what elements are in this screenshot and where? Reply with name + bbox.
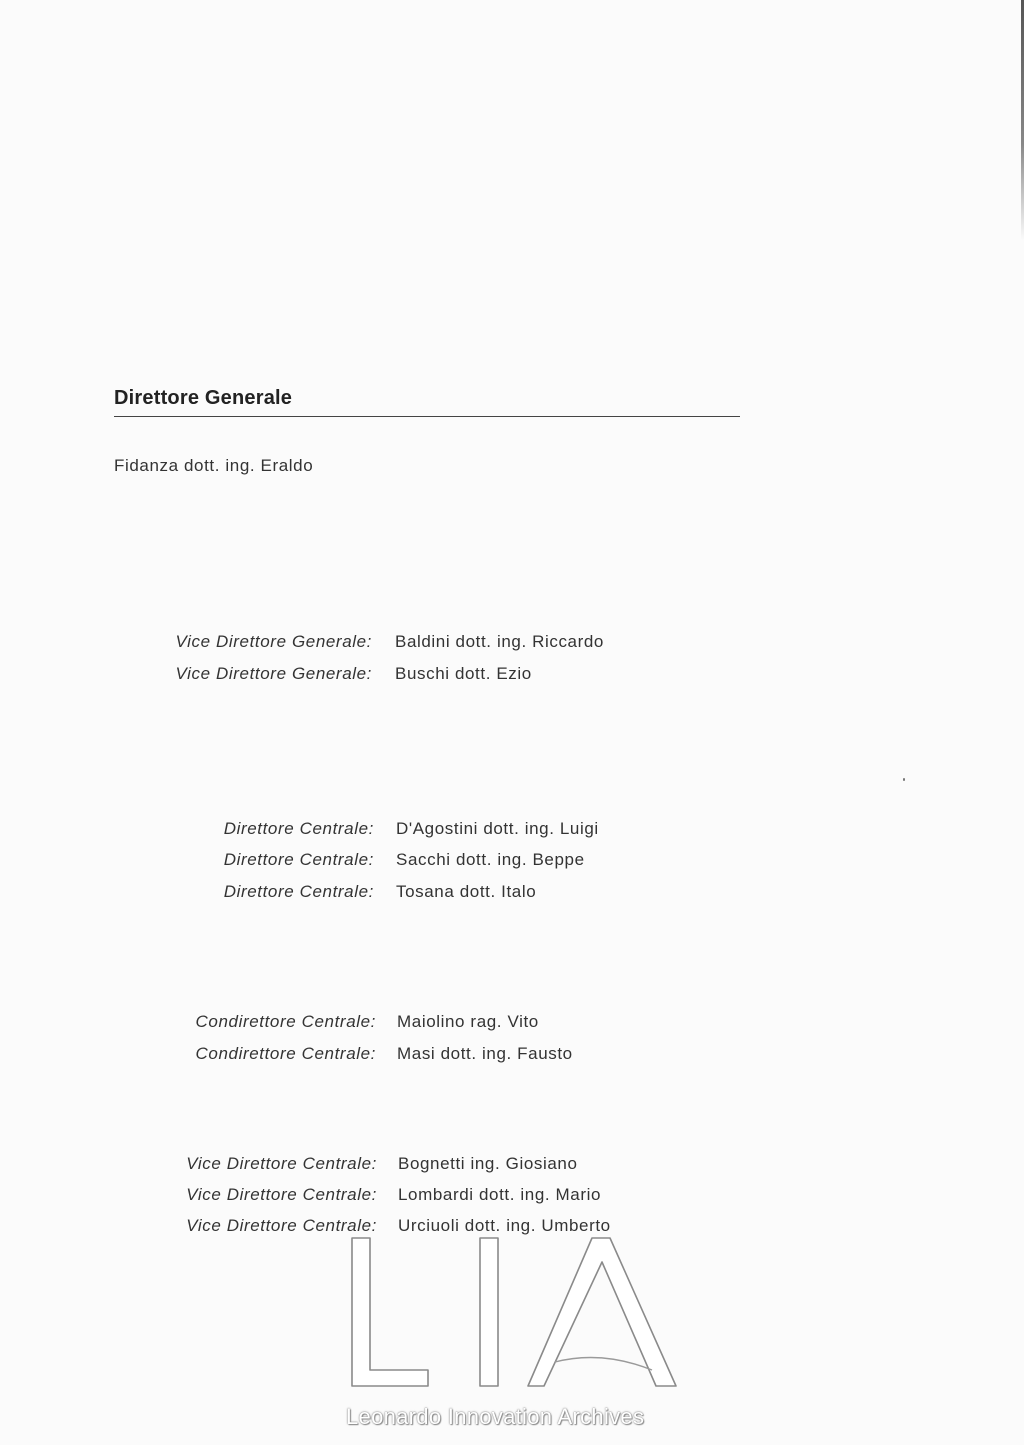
- person-name: Buschi dott. Ezio: [395, 664, 532, 683]
- personnel-row: [0, 1154, 1024, 1178]
- person-name: Urciuoli dott. ing. Umberto: [398, 1216, 611, 1235]
- general-manager-name: Fidanza dott. ing. Eraldo: [114, 456, 314, 475]
- personnel-row: [0, 632, 1024, 656]
- role-label: Condirettore Centrale:: [195, 1012, 376, 1031]
- person-name: Maiolino rag. Vito: [397, 1012, 539, 1031]
- role-label: Direttore Centrale:: [223, 819, 374, 838]
- personnel-row: [0, 850, 1024, 874]
- person-name: Bognetti ing. Giosiano: [398, 1154, 578, 1173]
- role-label: Vice Direttore Centrale:: [186, 1154, 377, 1173]
- person-name: Sacchi dott. ing. Beppe: [396, 850, 585, 869]
- paper-speck: [903, 778, 905, 781]
- personnel-row: [0, 1185, 1024, 1209]
- person-name: Baldini dott. ing. Riccardo: [395, 632, 604, 651]
- role-label: Condirettore Centrale:: [195, 1044, 376, 1063]
- person-name: Lombardi dott. ing. Mario: [398, 1185, 602, 1204]
- person-name: Masi dott. ing. Fausto: [397, 1044, 573, 1063]
- role-label: Vice Direttore Generale:: [175, 632, 372, 651]
- watermark-caption: Leonardo Innovation Archives: [346, 1404, 645, 1429]
- section-title: Direttore Generale: [114, 387, 293, 409]
- role-label: Vice Direttore Centrale:: [186, 1185, 377, 1204]
- role-label: Vice Direttore Generale:: [175, 664, 372, 683]
- title-rule: [114, 416, 740, 417]
- personnel-row: [0, 664, 1024, 688]
- personnel-row: [0, 1044, 1024, 1068]
- lia-watermark-logo: [340, 1232, 680, 1432]
- person-name: D'Agostini dott. ing. Luigi: [396, 819, 599, 838]
- role-label: Direttore Centrale:: [223, 882, 374, 901]
- person-name: Tosana dott. Italo: [396, 882, 537, 901]
- personnel-row: [0, 882, 1024, 906]
- personnel-row: [0, 1012, 1024, 1036]
- role-label: Direttore Centrale:: [223, 850, 374, 869]
- role-label: Vice Direttore Centrale:: [186, 1216, 377, 1235]
- personnel-row: [0, 819, 1024, 843]
